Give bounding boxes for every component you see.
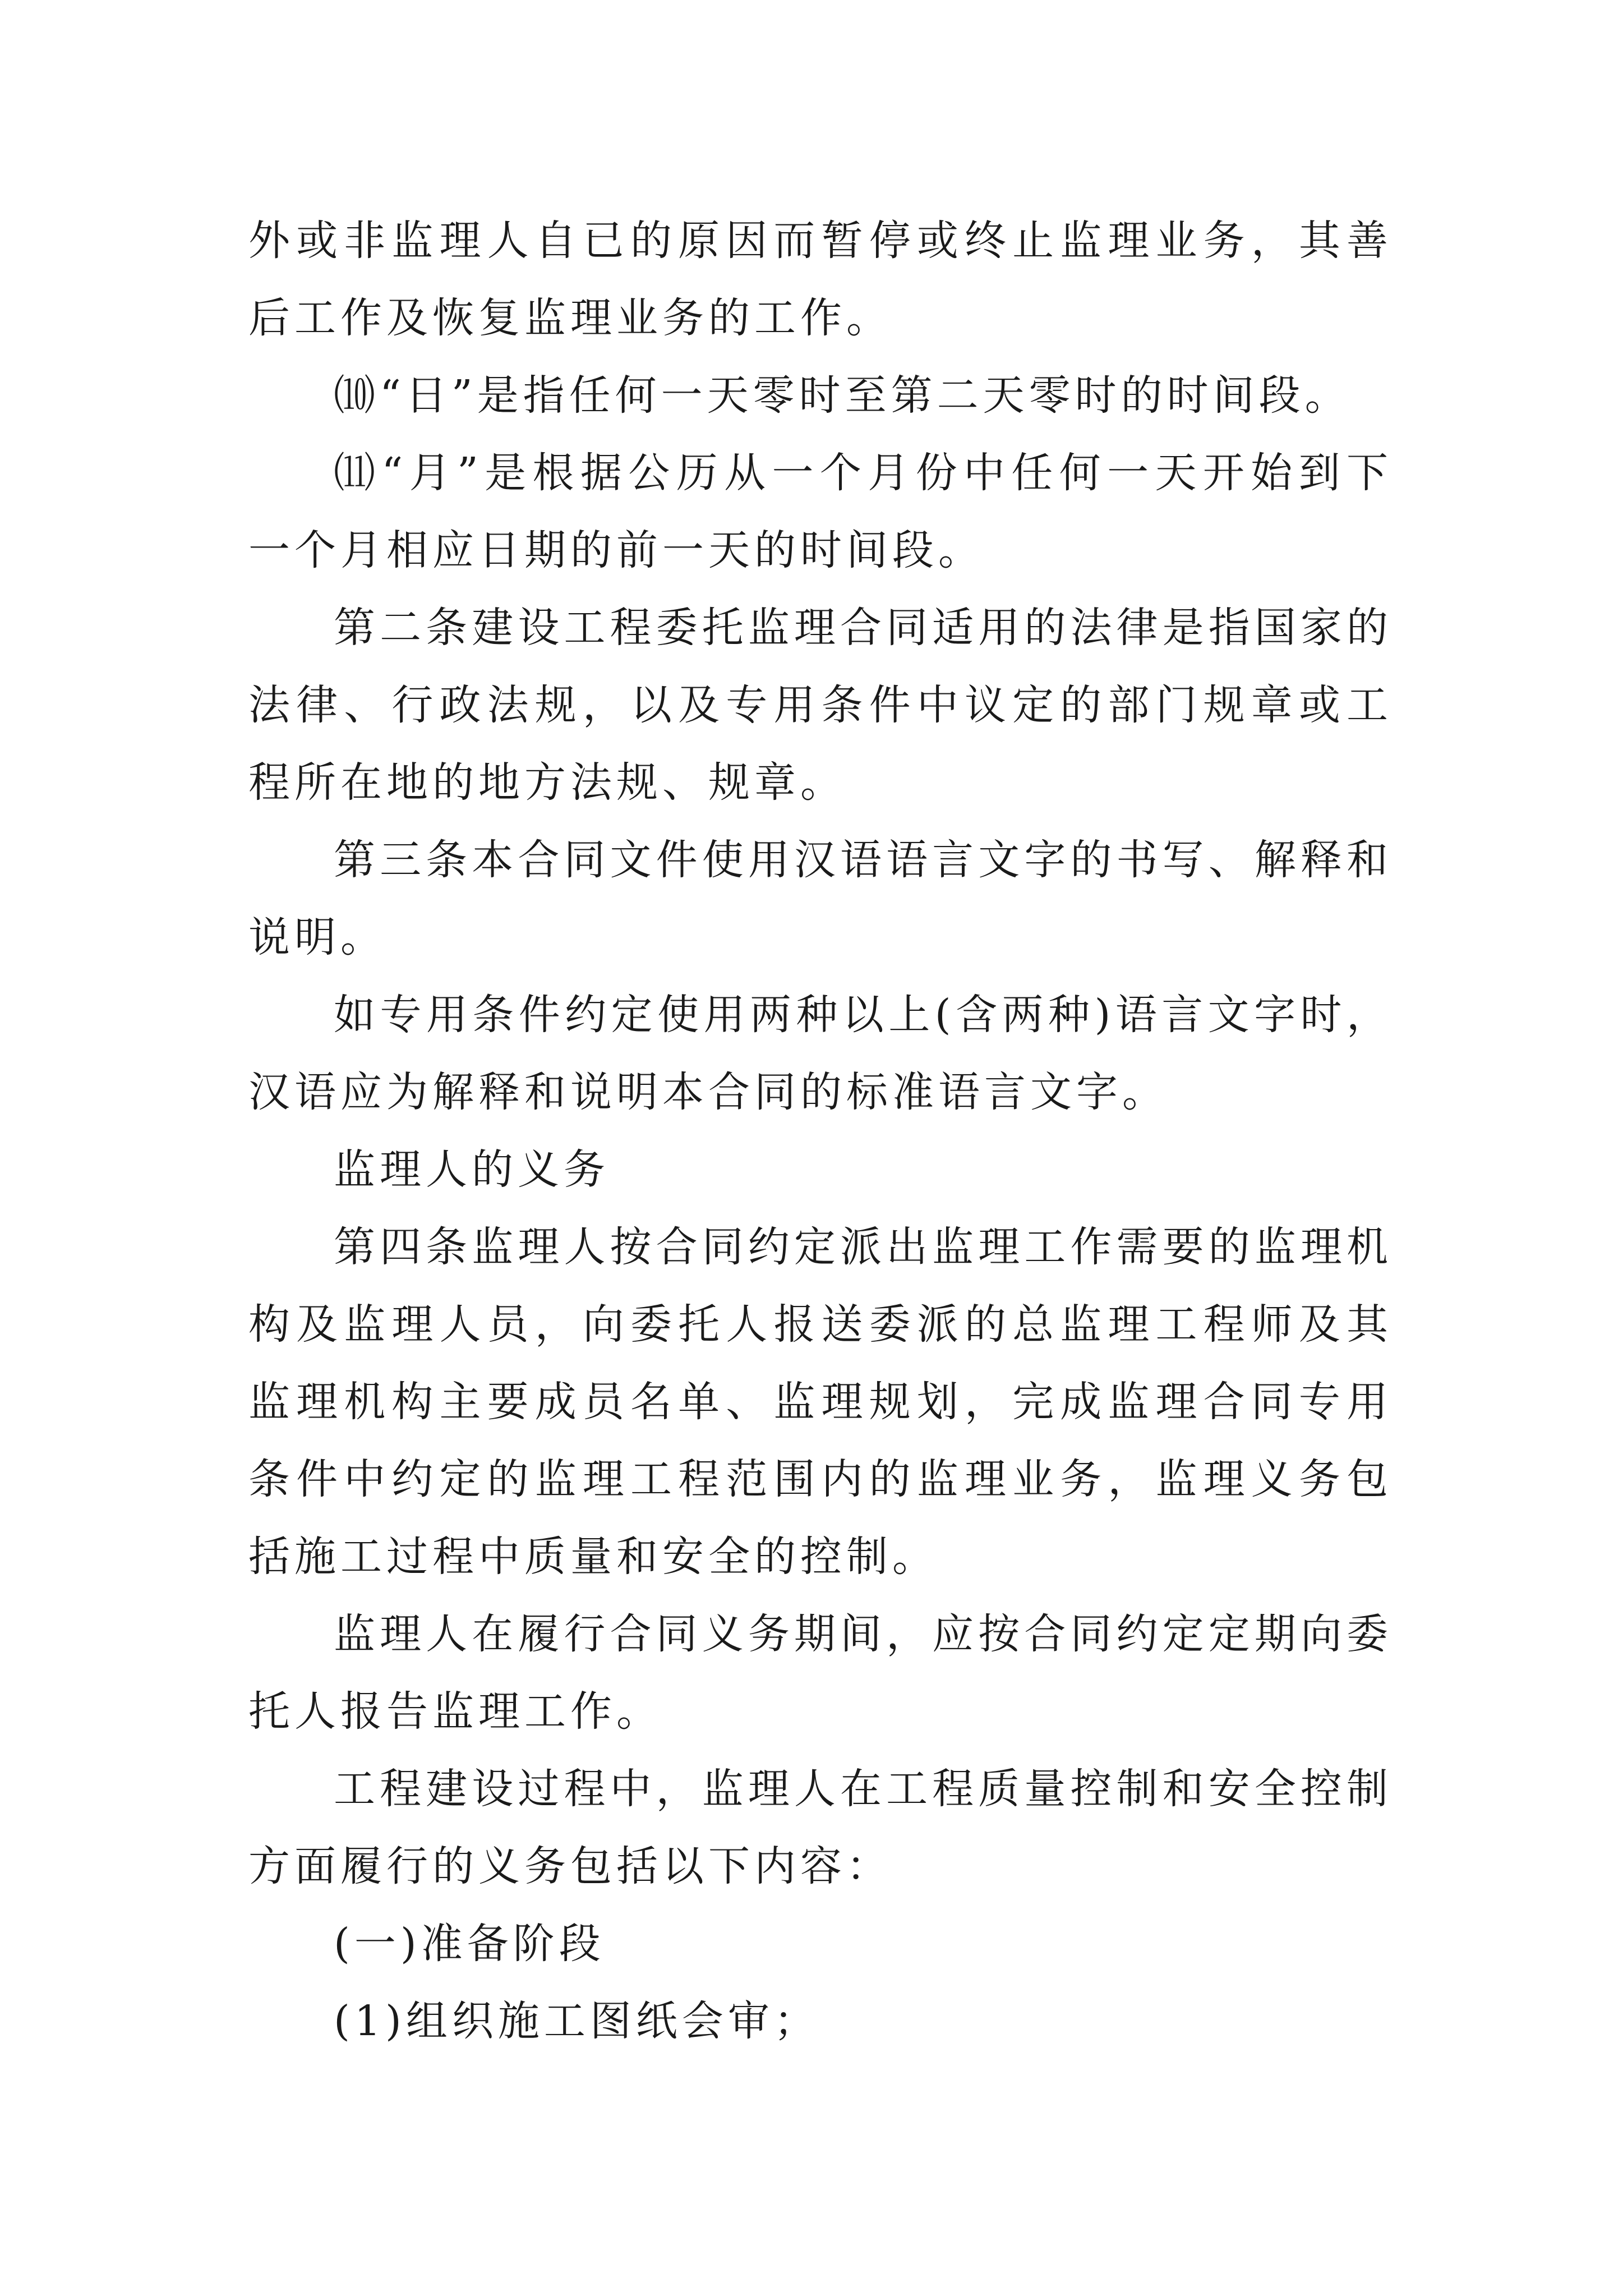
paragraph: 工程建设过程中，监理人在工程质量控制和安全控制方面履行的义务包括以下内容： [248, 1765, 1393, 1890]
section-heading: 监理人的义务 [334, 1145, 610, 1194]
paragraph: 如专用条件约定使用两种以上(含两种)语言文字时，汉语应为解释和说明本合同的标准语言文字。 [248, 991, 1393, 1116]
paragraph: 外或非监理人自已的原因而暂停或终止监理业务，其善后工作及恢复监理业务的工作。 [248, 217, 1393, 342]
paragraph: 第三条本合同文件使用汉语语言文字的书写、解释和说明。 [248, 836, 1393, 961]
paragraph: 第二条建设工程委托监理合同适用的法律是指国家的法律、行政法规，以及专用条件中议定的部门规章或工程所在地的地方法规、规章。 [248, 604, 1393, 807]
paragraph: 第四条监理人按合同约定派出监理工作需要的监理机构及监理人员，向委托人报送委派的总监理工程师及其监理机构主要成员名单、监理规划，完成监理合同专用条件中约定的监理工程范围内的监理业务，监理义务包括施工过程中质量和安全的控制。 [248, 1223, 1393, 1581]
paragraph: ⑾“月”是根据公历从一个月份中任何一天开始到下一个月相应日期的前一天的时间段。 [248, 449, 1393, 574]
paragraph: 监理人在履行合同义务期间，应按合同约定定期向委托人报告监理工作。 [248, 1610, 1393, 1736]
document-body [248, 202, 1393, 2060]
paragraph: ⑽“日”是指任何一天零时至第二天零时的时间段。 [334, 371, 1351, 420]
list-item: (1)组织施工图纸会审； [334, 1997, 820, 2045]
sub-heading: (一)准备阶段 [334, 1920, 605, 1968]
